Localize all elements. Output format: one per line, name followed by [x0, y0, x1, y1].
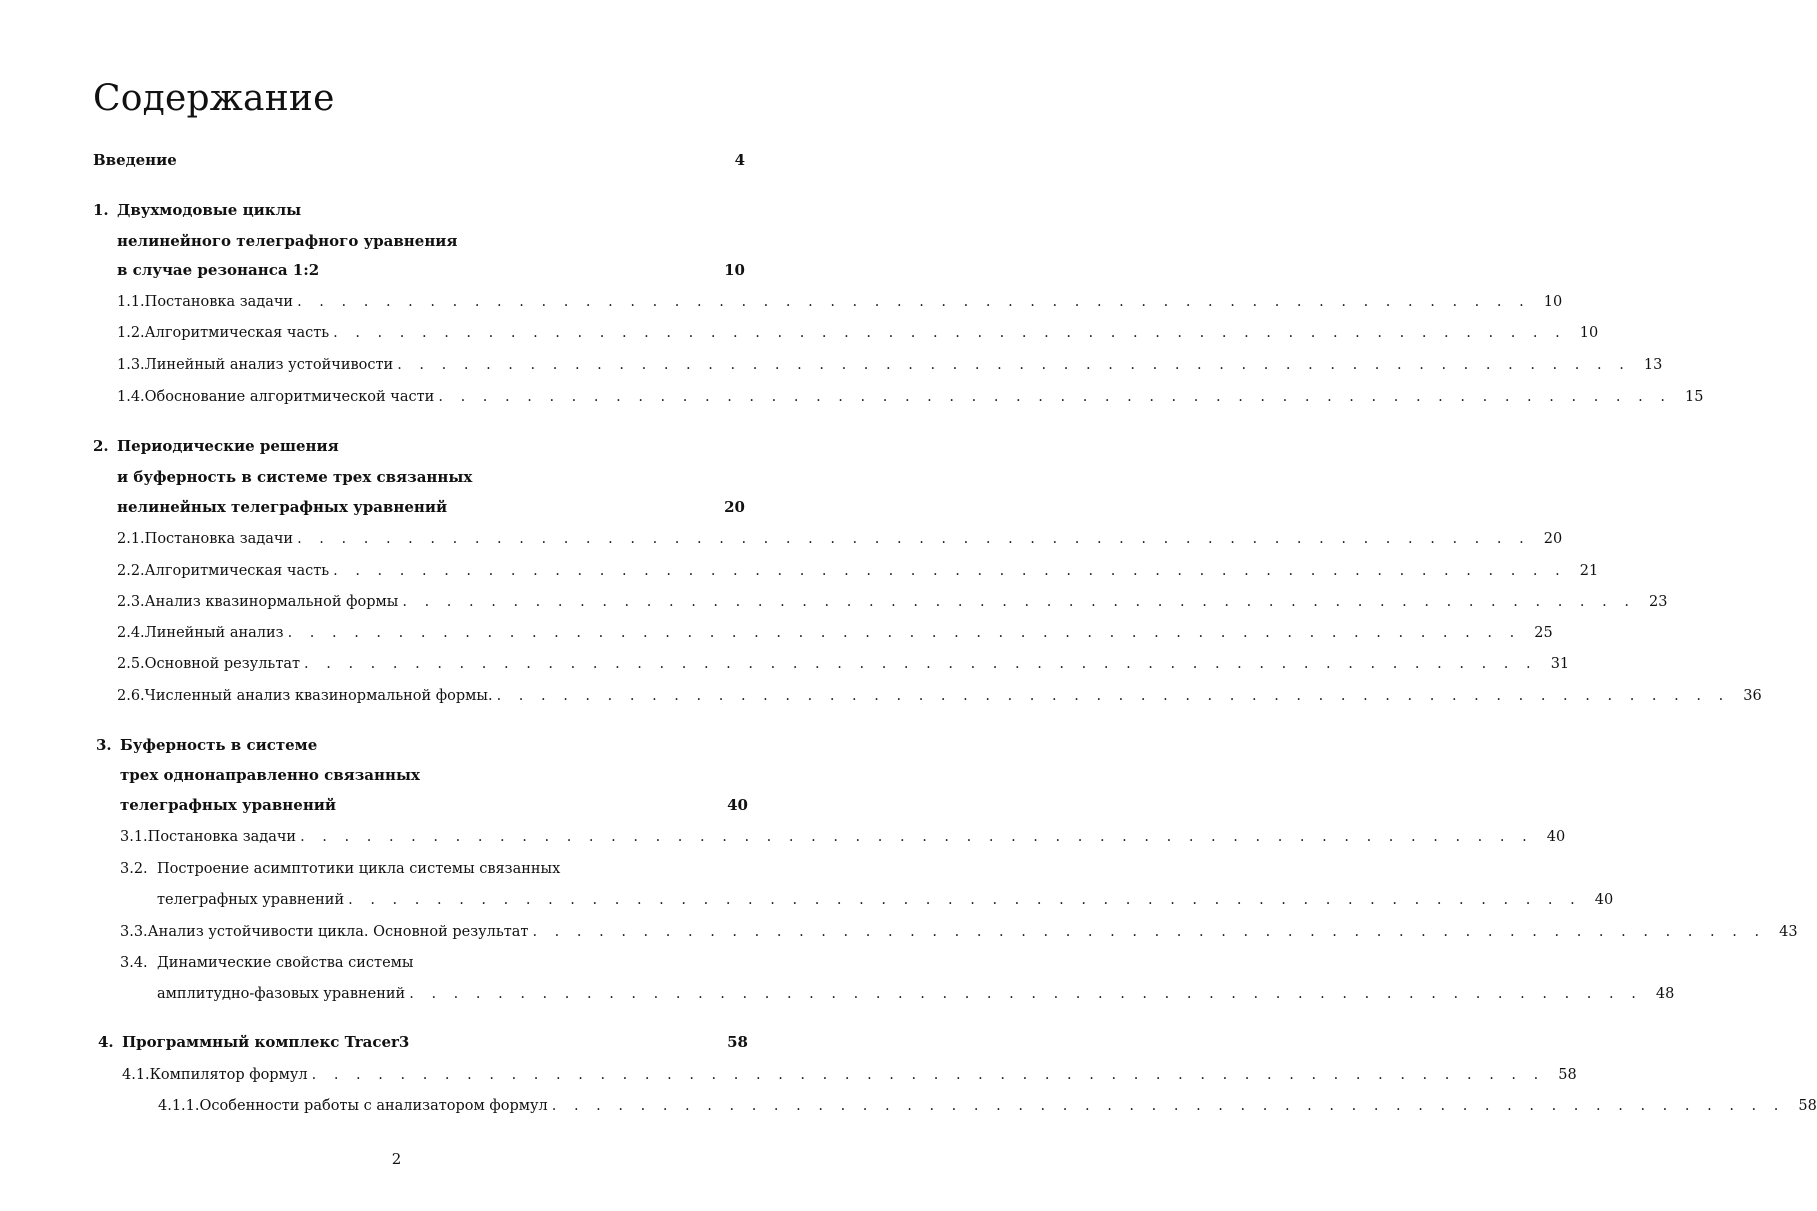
- section-page: 48: [1655, 986, 1675, 1002]
- chapter-heading[interactable]: [93, 434, 745, 458]
- section-number: 4.1.: [122, 1067, 150, 1083]
- chapter-title-line: трех однонаправленно связанных: [120, 766, 420, 784]
- toc-section-continuation[interactable]: [157, 982, 1675, 1006]
- dot-leader: . . . . . . . . . . . . . . . . . . . . . . . . . . . . . . . . . . . . . . . . . . . . . . . . . . . . . . . .: [297, 531, 1531, 547]
- dot-leader: . . . . . . . . . . . . . . . . . . . . . . . . . . . . . . . . . . . . . . . . . . . . . . . . . . . . . . . .: [333, 325, 1567, 341]
- intro-label: Введение: [93, 151, 177, 169]
- chapter-page: 10: [724, 261, 745, 279]
- toc-section[interactable]: [117, 290, 1563, 314]
- chapter-heading[interactable]: [117, 258, 745, 282]
- chapter-title-line: нелинейных телеграфных уравнений: [117, 498, 448, 516]
- dot-leader: . . . . . . . . . . . . . . . . . . . . . . . . . . . . . . . . . . . . . . . . . . . . . . . . . . . . . . . .: [300, 829, 1534, 845]
- chapter-page: 20: [724, 498, 745, 516]
- chapter-number: 3.: [96, 736, 112, 754]
- dot-leader: . . . . . . . . . . . . . . . . . . . . . . . . . . . . . . . . . . . . . . . . . . . . . . . . . . . . . . . .: [311, 1067, 1545, 1083]
- dot-leader: . . . . . . . . . . . . . . . . . . . . . . . . . . . . . . . . . . . . . . . . . . . . . . . . . . . . . . . .: [551, 1098, 1785, 1114]
- dot-leader: . . . . . . . . . . . . . . . . . . . . . . . . . . . . . . . . . . . . . . . . . . . . . . . . . . . . . . . .: [438, 389, 1672, 405]
- subsection-title: Особенности работы с анализатором формул: [199, 1098, 548, 1114]
- chapter-number: 4.: [98, 1033, 114, 1051]
- subsection-number: 4.1.1.: [158, 1098, 200, 1114]
- section-page: 40: [1546, 829, 1566, 845]
- section-title: Алгоритмическая часть: [144, 325, 330, 341]
- section-title: Построение асимптотики цикла системы связанных: [157, 861, 561, 877]
- chapter-title-line: и буферность в системе трех связанных: [117, 468, 473, 486]
- chapter-heading[interactable]: [117, 495, 745, 519]
- section-page: 15: [1685, 389, 1704, 405]
- chapter-title-line: Двухмодовые циклы: [117, 201, 302, 219]
- toc-section[interactable]: [120, 857, 748, 881]
- section-title: Линейный анализ устойчивости: [144, 357, 394, 373]
- section-number: 3.2.: [120, 861, 148, 877]
- section-title: Компилятор формул: [149, 1067, 308, 1083]
- section-number: 2.3.: [117, 594, 145, 610]
- section-number: 3.4.: [120, 955, 148, 971]
- section-page: 10: [1579, 325, 1599, 341]
- chapter-title-line: Программный комплекс Tracer3: [122, 1033, 410, 1051]
- subsection-page: 58: [1798, 1098, 1817, 1114]
- toc-subsection[interactable]: [158, 1094, 1817, 1118]
- dot-leader: . . . . . . . . . . . . . . . . . . . . . . . . . . . . . . . . . . . . . . . . . . . . . . . . . . . . . . . .: [333, 563, 1567, 579]
- section-number: 1.2.: [117, 325, 145, 341]
- toc-section[interactable]: [120, 951, 748, 975]
- dot-leader: . . . . . . . . . . . . . . . . . . . . . . . . . . . . . . . . . . . . . . . . . . . . . . . . . . . . . . . .: [409, 986, 1643, 1002]
- chapter-title-line: телеграфных уравнений: [120, 796, 337, 814]
- dot-leader: . . . . . . . . . . . . . . . . . . . . . . . . . . . . . . . . . . . . . . . . . . . . . . . . . . . . . . . .: [496, 688, 1730, 704]
- dot-leader: . . . . . . . . . . . . . . . . . . . . . . . . . . . . . . . . . . . . . . . . . . . . . . . . . . . . . . . .: [287, 625, 1521, 641]
- section-title: Основной результат: [144, 656, 301, 672]
- toc-section[interactable]: [117, 321, 1599, 345]
- section-number: 2.4.: [117, 625, 145, 641]
- section-title: Анализ квазинормальной формы: [144, 594, 399, 610]
- toc-section[interactable]: [117, 527, 1563, 551]
- chapter-heading[interactable]: [120, 793, 748, 817]
- chapter-title-line: нелинейного телеграфного уравнения: [117, 232, 458, 250]
- section-page: 25: [1534, 625, 1553, 641]
- section-title: Численный анализ квазинормальной формы.: [144, 688, 493, 704]
- section-page: 13: [1643, 357, 1663, 373]
- page-title: Содержание: [93, 78, 335, 119]
- section-number: 1.4.: [117, 389, 145, 405]
- dot-leader: . . . . . . . . . . . . . . . . . . . . . . . . . . . . . . . . . . . . . . . . . . . . . . . . . . . . . . . .: [402, 594, 1636, 610]
- section-page: 10: [1543, 294, 1563, 310]
- toc-section-continuation[interactable]: [157, 888, 1614, 912]
- toc-section[interactable]: [117, 353, 1663, 377]
- dot-leader: . . . . . . . . . . . . . . . . . . . . . . . . . . . . . . . . . . . . . . . . . . . . . . . . . . . . . . . .: [304, 656, 1538, 672]
- chapter-page: 40: [727, 796, 748, 814]
- section-title: Динамические свойства системы: [157, 955, 414, 971]
- section-page: 31: [1550, 656, 1570, 672]
- toc-section[interactable]: [120, 825, 1566, 849]
- section-page: 20: [1543, 531, 1563, 547]
- section-title: Линейный анализ: [144, 625, 284, 641]
- toc-section[interactable]: [117, 385, 1704, 409]
- chapter-number: 1.: [93, 201, 109, 219]
- chapter-title-line: в случае резонанса 1:2: [117, 261, 320, 279]
- dot-leader: . . . . . . . . . . . . . . . . . . . . . . . . . . . . . . . . . . . . . . . . . . . . . . . . . . . . . . . .: [532, 924, 1766, 940]
- section-number: 1.3.: [117, 357, 145, 373]
- section-title: Алгоритмическая часть: [144, 563, 330, 579]
- section-title: Постановка задачи: [144, 531, 294, 547]
- section-number: 2.6.: [117, 688, 145, 704]
- chapter-title-line: Буферность в системе: [120, 736, 318, 754]
- section-number: 3.1.: [120, 829, 148, 845]
- toc-section[interactable]: [117, 590, 1668, 614]
- intro-page: 4: [734, 151, 745, 169]
- section-page: 23: [1649, 594, 1668, 610]
- section-page: 43: [1779, 924, 1798, 940]
- section-page: 21: [1579, 563, 1599, 579]
- chapter-number: 2.: [93, 437, 109, 455]
- section-title: Постановка задачи: [144, 294, 294, 310]
- dot-leader: . . . . . . . . . . . . . . . . . . . . . . . . . . . . . . . . . . . . . . . . . . . . . . . . . . . . . . . .: [297, 294, 1531, 310]
- toc-intro[interactable]: [93, 148, 745, 172]
- toc-section[interactable]: [122, 1063, 1577, 1087]
- section-number: 2.5.: [117, 656, 145, 672]
- section-page: 36: [1743, 688, 1762, 704]
- toc-section[interactable]: [117, 684, 1762, 708]
- toc-section[interactable]: [117, 652, 1570, 676]
- section-page: 40: [1594, 892, 1614, 908]
- chapter-heading[interactable]: [96, 733, 745, 757]
- chapter-heading[interactable]: [117, 229, 745, 253]
- chapter-heading[interactable]: [93, 198, 745, 222]
- section-number: 1.1.: [117, 294, 145, 310]
- section-number: 2.1.: [117, 531, 145, 547]
- section-title: Обоснование алгоритмической части: [144, 389, 435, 405]
- section-number: 3.3.: [120, 924, 148, 940]
- toc-section[interactable]: [117, 559, 1599, 583]
- toc-section[interactable]: [117, 621, 1553, 645]
- toc-section[interactable]: [120, 920, 1798, 944]
- chapter-heading[interactable]: [120, 763, 745, 787]
- dot-leader: . . . . . . . . . . . . . . . . . . . . . . . . . . . . . . . . . . . . . . . . . . . . . . . . . . . . . . . .: [348, 892, 1582, 908]
- page-number: 2: [391, 1150, 402, 1168]
- chapter-title-line: Периодические решения: [117, 437, 339, 455]
- section-number: 2.2.: [117, 563, 145, 579]
- section-title: телеграфных уравнений: [157, 892, 345, 908]
- section-title: амплитудно-фазовых уравнений: [157, 986, 406, 1002]
- dot-leader: . . . . . . . . . . . . . . . . . . . . . . . . . . . . . . . . . . . . . . . . . . . . . . . . . . . . . . . .: [397, 357, 1631, 373]
- chapter-heading[interactable]: [98, 1030, 748, 1054]
- section-title: Постановка задачи: [147, 829, 297, 845]
- chapter-page: 58: [727, 1033, 748, 1051]
- chapter-heading[interactable]: [117, 465, 745, 489]
- section-title: Анализ устойчивости цикла. Основной результат: [147, 924, 529, 940]
- section-page: 58: [1558, 1067, 1577, 1083]
